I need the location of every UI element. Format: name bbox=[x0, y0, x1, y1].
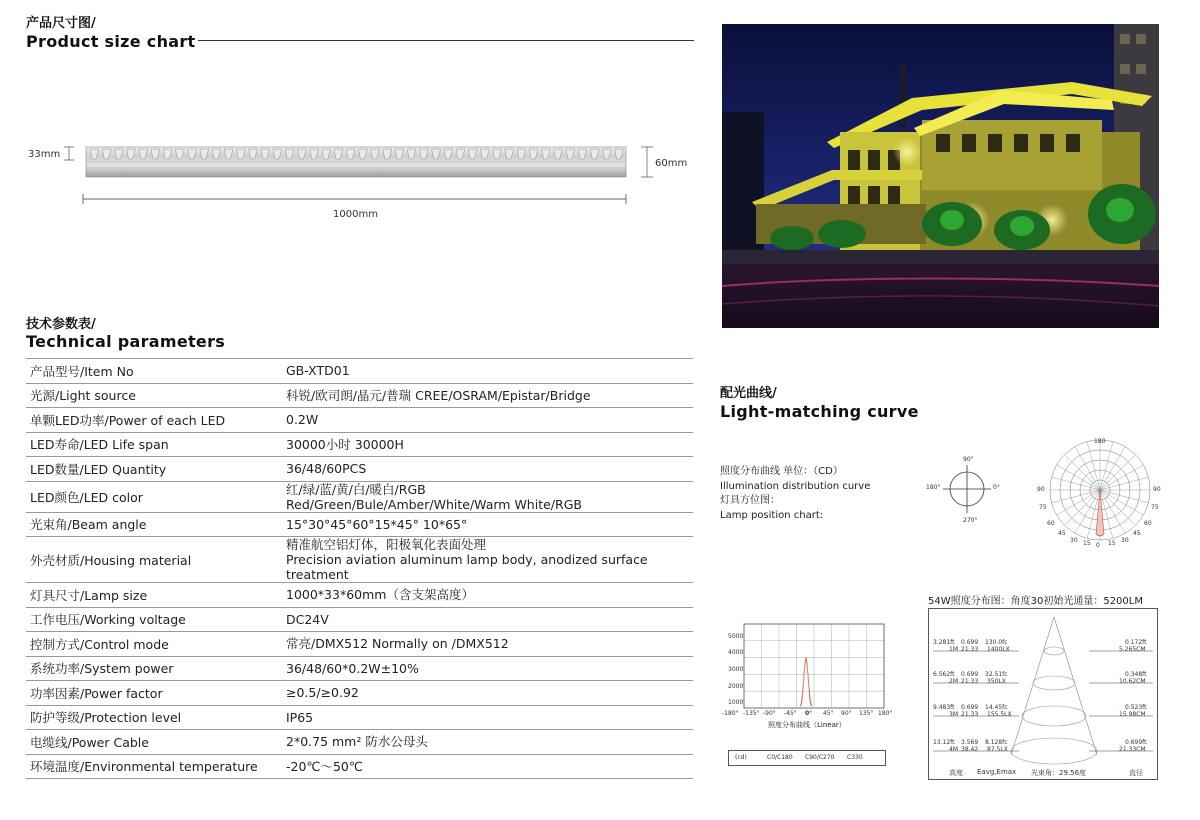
cone-value: 0.172ft bbox=[1125, 639, 1147, 646]
spec-key: 外壳材质/Housing material bbox=[26, 537, 282, 583]
polar-label-top: 180 bbox=[1094, 438, 1106, 445]
spec-value-line: 0.2W bbox=[286, 412, 319, 428]
cone-value: 2M bbox=[949, 678, 958, 685]
cone-value: 21.33 bbox=[961, 646, 979, 653]
pos-label-bottom: 270° bbox=[963, 517, 978, 524]
linear-legend bbox=[728, 750, 886, 766]
spec-value bbox=[282, 730, 693, 755]
spec-key: 工作电压/Working voltage bbox=[26, 607, 282, 632]
title-rule bbox=[198, 40, 694, 41]
cone-footer: 光束角：29.56度 bbox=[1031, 769, 1087, 777]
cone-value: 87.5LX bbox=[987, 746, 1008, 753]
cone-value: 0.699 bbox=[961, 639, 979, 646]
spec-key: 单颗LED功率/Power of each LED bbox=[26, 408, 282, 433]
cone-value: 0.699 bbox=[961, 704, 979, 711]
spec-key: LED颜色/LED color bbox=[26, 481, 282, 512]
spec-value bbox=[282, 705, 693, 730]
spec-row bbox=[26, 383, 693, 408]
cone-value: 14.45fc bbox=[985, 704, 1008, 711]
spec-value bbox=[282, 754, 693, 779]
linear-xticks bbox=[722, 710, 892, 718]
cone-value: 32.51fc bbox=[985, 671, 1008, 678]
product-size-title-en: Product size chart bbox=[26, 32, 196, 51]
linear-xtick: -45° bbox=[784, 710, 797, 717]
spec-value bbox=[282, 512, 693, 537]
linear-distribution-chart bbox=[722, 622, 892, 772]
cone-value: 155.5LX bbox=[987, 711, 1012, 718]
spec-row bbox=[26, 359, 693, 384]
linear-ytick: 4000 bbox=[728, 649, 744, 656]
spec-value-line: 15°30°45°60°15*45° 10*65° bbox=[286, 516, 468, 532]
spec-row bbox=[26, 656, 693, 681]
spec-value-line: 常亮/DMX512 Normally on /DMX512 bbox=[286, 636, 509, 652]
linear-ytick: 3000 bbox=[728, 666, 744, 673]
spec-value bbox=[282, 383, 693, 408]
spec-value bbox=[282, 408, 693, 433]
polar-label-right: 45 bbox=[1133, 530, 1141, 537]
spec-row bbox=[26, 730, 693, 755]
spec-value bbox=[282, 681, 693, 706]
spec-value-line: 30000小时 30000H bbox=[286, 436, 404, 452]
night-building-photo bbox=[722, 24, 1159, 328]
cone-value: 13.12ft bbox=[933, 739, 955, 746]
spec-key: 电缆线/Power Cable bbox=[26, 730, 282, 755]
light-curve-title-en: Light-matching curve bbox=[720, 402, 919, 421]
spec-key: 灯具尺寸/Lamp size bbox=[26, 583, 282, 608]
linear-xtick: -90° bbox=[763, 710, 776, 717]
spec-value bbox=[282, 583, 693, 608]
polar-label-right: 60 bbox=[1144, 520, 1152, 527]
cone-value: 5.265CM bbox=[1119, 646, 1146, 653]
spec-value bbox=[282, 457, 693, 482]
legend-unit: (cd) bbox=[735, 754, 747, 761]
pos-label-right: 0° bbox=[993, 484, 1000, 491]
cone-value: 350LX bbox=[987, 678, 1006, 685]
polar-label-right: 90 bbox=[1153, 486, 1161, 493]
cone-value: 1M bbox=[949, 646, 958, 653]
polar-label-left: 90 bbox=[1037, 486, 1045, 493]
polar-label-right: 30 bbox=[1121, 537, 1129, 544]
desc-line: Illumination distribution curve bbox=[720, 480, 871, 492]
dim-depth-label: 60mm bbox=[655, 158, 688, 169]
cone-beam-icon bbox=[929, 609, 1157, 779]
cone-value: 1400LX bbox=[987, 646, 1010, 653]
cone-value: 15.98CM bbox=[1119, 711, 1146, 718]
spec-value-line: 科锐/欧司朗/晶元/普瑞 CREE/OSRAM/Epistar/Bridge bbox=[286, 387, 591, 403]
dim-length-label: 1000mm bbox=[333, 209, 378, 220]
linear-xtick: 0° bbox=[805, 710, 813, 717]
spec-key: 光束角/Beam angle bbox=[26, 512, 282, 537]
polar-distribution-chart bbox=[1036, 438, 1164, 550]
linear-xtick: 90° bbox=[841, 710, 852, 717]
linear-ytick: 2000 bbox=[728, 683, 744, 690]
cone-value: 130.0fc bbox=[985, 639, 1008, 646]
cone-value: 0.699 bbox=[961, 671, 979, 678]
polar-label-left: 60 bbox=[1047, 520, 1055, 527]
cone-value: 3.569 bbox=[961, 739, 979, 746]
cone-value: 21.33 bbox=[961, 711, 979, 718]
cone-footer: 直径 bbox=[1129, 769, 1143, 777]
spec-key: LED数量/LED Quantity bbox=[26, 457, 282, 482]
technical-title-cn: 技术参数表/ bbox=[26, 317, 96, 332]
spec-table bbox=[26, 358, 693, 779]
polar-label-bottom: 0 bbox=[1096, 542, 1100, 549]
spec-value-line: ≥0.5/≥0.92 bbox=[286, 685, 359, 701]
spec-key: 功率因素/Power factor bbox=[26, 681, 282, 706]
cone-value: 9.483ft bbox=[933, 704, 955, 711]
polar-label-left: 45 bbox=[1058, 530, 1066, 537]
cone-value: 21.33 bbox=[961, 678, 979, 685]
spec-key: 产品型号/Item No bbox=[26, 359, 282, 384]
spec-value-line: DC24V bbox=[286, 611, 329, 627]
spec-value-line: Precision aviation aluminum lamp body, anodized surface treatment bbox=[286, 552, 648, 582]
spec-row bbox=[26, 408, 693, 433]
spec-key: 防护等级/Protection level bbox=[26, 705, 282, 730]
product-size-title-cn: 产品尺寸图/ bbox=[26, 16, 96, 31]
spec-row bbox=[26, 537, 693, 583]
light-curve-description bbox=[720, 465, 920, 523]
spec-value bbox=[282, 632, 693, 657]
cone-value: 0.523ft bbox=[1125, 704, 1147, 711]
spec-key: 控制方式/Control mode bbox=[26, 632, 282, 657]
spec-value bbox=[282, 537, 693, 583]
desc-line: 照度分布曲线 单位：（CD） bbox=[720, 466, 843, 477]
cone-value: 6.562ft bbox=[933, 671, 955, 678]
spec-key: 环境温度/Environmental temperature bbox=[26, 754, 282, 779]
cone-value: 0.348ft bbox=[1125, 671, 1147, 678]
linear-xtick: 180° bbox=[878, 710, 893, 717]
linear-xtick: -135° bbox=[743, 710, 760, 717]
desc-line: 灯具方位图： bbox=[720, 495, 780, 506]
cone-title: 54W照度分布图：角度30初始光通量：5200LM bbox=[928, 596, 1143, 607]
cone-value: 3.281ft bbox=[933, 639, 955, 646]
spec-value-line: 红/绿/蓝/黄/白/暖白/RGB bbox=[286, 481, 426, 497]
cone-value: 21.33CM bbox=[1119, 746, 1146, 753]
spec-row bbox=[26, 583, 693, 608]
spec-key: LED寿命/LED Life span bbox=[26, 432, 282, 457]
lamp-position-chart bbox=[925, 455, 1005, 527]
spec-key: 系统功率/System power bbox=[26, 656, 282, 681]
cone-value: 8.128fc bbox=[985, 739, 1008, 746]
spec-row bbox=[26, 632, 693, 657]
linear-xtick: -180° bbox=[722, 710, 739, 717]
spec-value-line: 1000*33*60mm（含支架高度） bbox=[286, 587, 474, 603]
polar-label-right: 75 bbox=[1151, 504, 1159, 511]
spec-value-line: Red/Green/Bule/Amber/White/Warm White/RGB bbox=[286, 496, 582, 512]
spec-value bbox=[282, 656, 693, 681]
spec-value-line: 精准航空铝灯体，阳极氧化表面处理 bbox=[286, 537, 487, 552]
building-illumination-image-icon bbox=[722, 24, 1159, 328]
spec-value-line: -20℃～50℃ bbox=[286, 758, 363, 774]
spec-row bbox=[26, 481, 693, 512]
spec-value bbox=[282, 432, 693, 457]
spec-row bbox=[26, 705, 693, 730]
polar-label-left: 30 bbox=[1070, 537, 1078, 544]
spec-value bbox=[282, 359, 693, 384]
spec-row bbox=[26, 457, 693, 482]
spec-row bbox=[26, 512, 693, 537]
linear-xtick: 45° bbox=[823, 710, 834, 717]
pos-label-left: 180° bbox=[926, 484, 941, 491]
spec-value bbox=[282, 481, 693, 512]
cone-value: 10.62CM bbox=[1119, 678, 1146, 685]
cone-footer: 高度 bbox=[949, 769, 963, 777]
spec-row bbox=[26, 754, 693, 779]
spec-value-line: IP65 bbox=[286, 709, 314, 725]
cone-footer: Eavg,Emax bbox=[977, 768, 1017, 776]
spec-row bbox=[26, 607, 693, 632]
polar-label-left: 15 bbox=[1083, 540, 1091, 547]
pos-label-top: 90° bbox=[963, 456, 974, 463]
linear-caption: 照度分布曲线（Linear） bbox=[768, 721, 846, 729]
spec-value bbox=[282, 607, 693, 632]
cone-value: 38.42 bbox=[961, 746, 979, 753]
cone-value: 3M bbox=[949, 711, 958, 718]
polar-grid-icon bbox=[1036, 438, 1164, 550]
spec-value-line: GB-XTD01 bbox=[286, 363, 350, 379]
polar-label-left: 75 bbox=[1039, 504, 1047, 511]
spec-row bbox=[26, 681, 693, 706]
light-curve-title-cn: 配光曲线/ bbox=[720, 386, 777, 401]
linear-xtick: 135° bbox=[859, 710, 874, 717]
desc-line: Lamp position chart: bbox=[720, 509, 824, 521]
spec-value-line: 36/48/60PCS bbox=[286, 461, 367, 477]
spec-key: 光源/Light source bbox=[26, 383, 282, 408]
linear-ytick: 5000 bbox=[728, 633, 744, 640]
cone-value: 4M bbox=[949, 746, 958, 753]
spec-row bbox=[26, 432, 693, 457]
spec-value-line: 2*0.75 mm² 防水公母头 bbox=[286, 734, 428, 750]
dim-height-label: 33mm bbox=[28, 149, 61, 160]
legend-item: C0/C180 bbox=[767, 754, 793, 761]
spec-value-line: 36/48/60*0.2W±10% bbox=[286, 660, 419, 676]
linear-ytick: 1000 bbox=[728, 699, 744, 706]
cone-chart bbox=[928, 608, 1158, 780]
polar-label-right: 15 bbox=[1108, 540, 1116, 547]
technical-title-en: Technical parameters bbox=[26, 332, 226, 351]
legend-item: C90/C270 bbox=[805, 754, 835, 761]
legend-item: C330 bbox=[847, 754, 863, 761]
cone-value: 0.699ft bbox=[1125, 739, 1147, 746]
